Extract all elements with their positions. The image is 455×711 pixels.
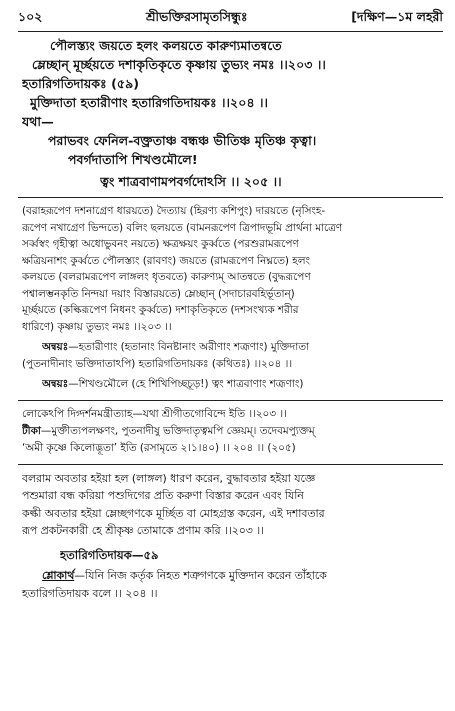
translation-line: রূপ প্রকটনকারী হে শ্রীকৃষ্ণ তোমাকে প্রণাম করি ।।২০৩ ।। (22, 524, 264, 538)
anvaya-line: (পুতনাদীনাং ভক্তিদাতাঽপি) হতারিগতিদায়কঃ (কথিতঃ) ।।২০৪ ।। (22, 358, 293, 370)
tika-text: —মুক্তীত্যপলক্ষণং, পুতনাদীষু ভক্তিদাতৃত্বমপি জ্ঞেয়ম্। তদেবমপ্যুক্তম্ (40, 425, 315, 437)
commentary-line: রূপেণ নখাগ্রেণ ভিন্দতে) বলিং ছলয়তে (বামনরূপেণ ত্রিপাদভূমি প্রার্থনা মাত্রেণ (22, 221, 343, 234)
verse-line: পৌলস্ত্যং জয়তে হলং কলয়তে কারুণ্যমাতন্বতে (50, 38, 282, 53)
translation-line: কল্কী অবতার হইয়া ম্লেচ্ছগণকে মূর্চ্ছিত বা মোহগ্রস্ত করেন, এই দশাবতার (22, 506, 325, 520)
commentary-line: সর্ব্বস্বং গৃহীত্বা অধোভুবনং নয়তে) ক্ষত্রক্ষয়ং কুর্ব্বতে (পরশুরামরূপেণ (22, 238, 299, 250)
book-title: শ্রীভক্তিরসামৃতসিন্ধুঃ (146, 9, 248, 24)
divider (18, 464, 443, 465)
anvaya-line (42, 376, 441, 393)
anvaya-label: অন্বয়ঃ (42, 341, 69, 353)
commentary-line: মূর্চ্ছয়তে (কল্কিরূপেণ নিধনং কুর্ব্বতে) দশাকৃতিকৃতে (দশসংখ্যক শরীর (22, 304, 299, 316)
commentary-line: ধারিণে) কৃষ্ণায় তুভ্যং নমঃ ।।২০৩ ।। (22, 320, 172, 333)
page-number: ১০২ (18, 9, 43, 24)
anvaya-label: অন্বয়ঃ (42, 378, 69, 390)
anvaya-line (42, 339, 441, 356)
verse-line: ম্লেচ্ছান্ মূর্চ্ছয়তে দশাকৃতিকৃতে কৃষ্ণায় তুভ্যং নমঃ ।।২০৩ ।। (32, 57, 326, 72)
section-heading: হতারিগতিদায়ক—৫৯ (60, 548, 159, 562)
divider (18, 400, 443, 401)
header-rule (18, 31, 443, 32)
slokartha-text: —যিনি নিজ কর্তৃক নিহত শত্রুগণকে মুক্তিদান করেন তাঁহাকে (74, 569, 327, 582)
commentary-line: ক্ষত্রিয়নাশং কুর্ব্বতে পৌলস্ত্যং (রাবণং) জয়তে (রামরূপেণ নিঘ্নতে) হলং (22, 254, 310, 267)
commentary-line: কলয়তে (বলরামরূপেণ লাঙ্গলং ধৃতবতে) কারুণ্যম্ আতন্বতে (বুদ্ধরূপেণ (22, 271, 311, 283)
divider (18, 197, 443, 198)
commentary-line: (বরাহরূপেণ দশনাগ্রেণ ধারয়তে) দৈত্যায় (হিরণ্য কশিপুং) দারয়তে (নৃসিংহ- (22, 205, 326, 217)
yatha-label: যথা— (22, 114, 54, 129)
section-label: [দক্ষিণ—১ম লহরী (351, 9, 443, 24)
slokartha-line (42, 567, 441, 584)
verse-line: মুক্তিদাতা হতারীণাং হতারিগতিদায়কঃ ।।২০৪ ।। (30, 95, 269, 110)
commentary-line: পশ্বালম্ভনকৃতি নিন্দয়া দয়াং বিস্তারয়তে) ম্লেচ্ছান্ (সদাচারবহির্ভূতান্) (22, 287, 295, 300)
tika-line: ‘অমী কৃষ্ণে কিলোদ্ভূতা’ ইতি (রসামৃতে ২।১।৪০) ।। ২০৪ ।। (২০৫) (22, 442, 296, 454)
verse-title: হতারিগতিদায়কঃ (৫৯) (22, 76, 140, 91)
slokartha-label: শ্লোকার্থ (42, 569, 75, 582)
slokartha-line: হতারিগতিদায়ক বলে ।। ২০৪ ।। (22, 587, 158, 600)
verse-line: ত্বং শাত্রবাণামপবর্গদোঽসি ।। ২০৫ ।। (100, 174, 282, 189)
loc-line: লোকেঽপি দিগ্দর্শনমন্ত্রীত্যাহ—যথা শ্রীগীতগোবিন্দে ইতি ।।২০৩ ।। (22, 408, 287, 420)
tika-label: টীকা (22, 425, 41, 437)
anvaya-text: —শিখণ্ডমৌলে (হে শিখিপিচ্ছচূড়!) ত্বং শাত্রবাণাং শত্রূণাং) (68, 378, 304, 390)
translation-line: বলরাম অবতার হইয়া হল (লাঙ্গল) ধারণ করেন, বুদ্ধাবতার হইয়া যজ্ঞে (22, 472, 316, 485)
verse-line: পরাভবং ফেনিল-বক্ত্রতাঞ্চ বন্ধঞ্চ ভীতিঞ্চ মৃতিঞ্চ কৃত্বা। (48, 133, 317, 148)
tika-line (22, 423, 441, 440)
translation-line: পশুমারা বন্ধ করিয়া পশুদিগের প্রতি করুণা বিস্তার করেন এবং যিনি (22, 489, 304, 503)
verse-line: পবর্গদাতাপি শিখণ্ডমৌলে! (68, 152, 198, 167)
anvaya-text: —হতারীণাং (হতানাং বিনষ্টানাং অরীণাং শত্রূণাং) মুক্তিদাতা (68, 341, 310, 353)
page-header (18, 8, 443, 30)
